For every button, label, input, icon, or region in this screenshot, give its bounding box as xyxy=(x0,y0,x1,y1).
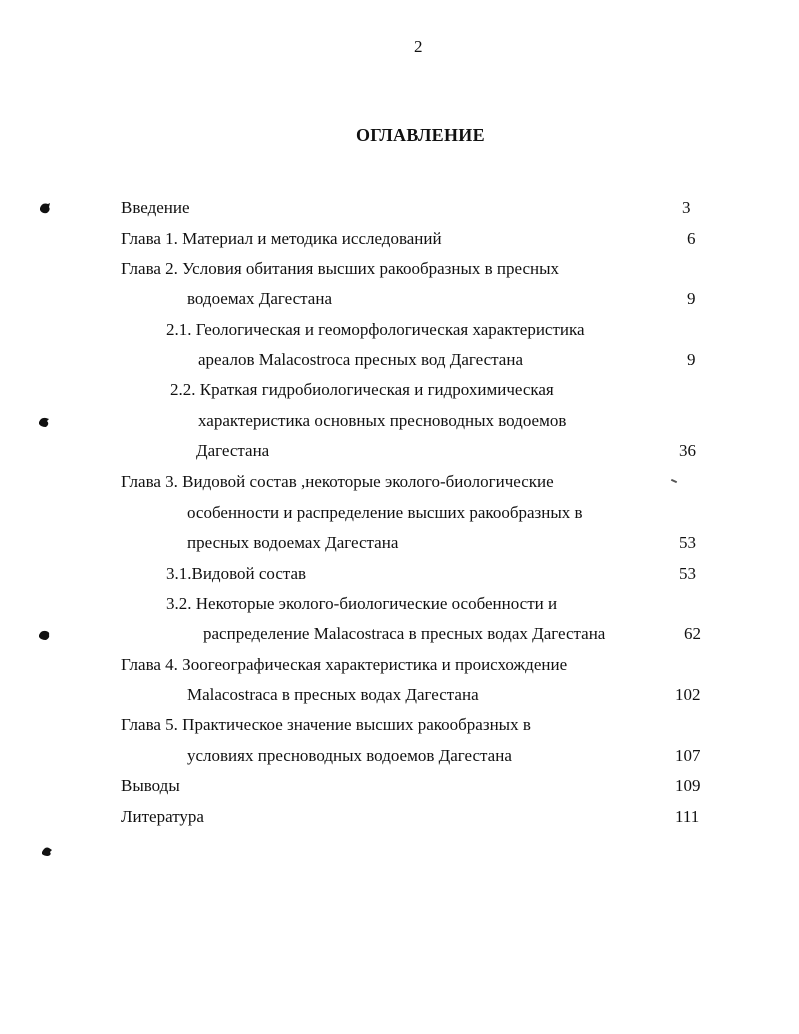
toc-entry-chapter-3[interactable]: Глава 3. Видовой состав ,некоторые эколого-биологические xyxy=(121,472,554,491)
toc-entry-section-3-2-cont[interactable]: распределение Malacostraca в пресных водах Дагестана xyxy=(203,624,606,643)
toc-entry-chapter-5-cont[interactable]: условиях пресноводных водоемов Дагестана xyxy=(187,746,512,765)
page-title: ОГЛАВЛЕНИЕ xyxy=(356,125,485,145)
toc-entry-chapter-3-cont2[interactable]: пресных водоемах Дагестана xyxy=(187,533,399,552)
scan-speck xyxy=(671,479,677,483)
toc-page-section-3-1: 53 xyxy=(679,564,696,583)
toc-entry-section-3-2[interactable]: 3.2. Некоторые эколого-биологические особенности и xyxy=(166,594,558,613)
toc-entry-section-2-2[interactable]: 2.2. Краткая гидробиологическая и гидрохимическая xyxy=(170,380,554,399)
toc-page-section-2-2: 36 xyxy=(679,441,696,460)
binding-hole-icon xyxy=(38,416,52,428)
toc-entry-chapter-5[interactable]: Глава 5. Практическое значение высших ракообразных в xyxy=(121,715,531,734)
toc-entry-section-2-2-cont[interactable]: характеристика основных пресноводных водоемов xyxy=(198,411,567,430)
toc-entry-intro[interactable]: Введение xyxy=(121,198,190,217)
toc-page-chapter-1: 6 xyxy=(687,229,696,248)
toc-entry-chapter-3-cont[interactable]: особенности и распределение высших ракообразных в xyxy=(187,503,583,522)
toc-entry-section-2-1-cont[interactable]: ареалов Malacostroca пресных вод Дагестана xyxy=(198,350,524,369)
toc-page-chapter-4: 102 xyxy=(675,685,701,704)
toc-page-intro: 3 xyxy=(682,198,691,217)
page-number: 2 xyxy=(414,37,423,56)
toc-page-section-3-2: 62 xyxy=(684,624,701,643)
toc-entry-section-2-2-cont2[interactable]: Дагестана xyxy=(196,441,270,460)
toc-entry-section-2-1[interactable]: 2.1. Геологическая и геоморфологическая характеристика xyxy=(166,320,585,339)
toc-entry-chapter-4-cont[interactable]: Malacostraca в пресных водах Дагестана xyxy=(187,685,479,704)
toc-page-chapter-3: 53 xyxy=(679,533,696,552)
toc-entry-conclusions[interactable]: Выводы xyxy=(121,776,180,795)
toc-page-chapter-2: 9 xyxy=(687,289,696,308)
toc-entry-chapter-1[interactable]: Глава 1. Материал и методика исследований xyxy=(121,229,442,248)
binding-hole-icon xyxy=(38,202,52,214)
toc-page-conclusions: 109 xyxy=(675,776,701,795)
toc-entry-literature[interactable]: Литература xyxy=(121,807,204,826)
toc-page-section-2-1: 9 xyxy=(687,350,696,369)
toc-page-literature: 111 xyxy=(675,807,700,826)
binding-hole-icon xyxy=(38,629,52,641)
toc-entry-section-3-1[interactable]: 3.1.Видовой состав xyxy=(166,564,307,583)
toc-entry-chapter-2-cont[interactable]: водоемах Дагестана xyxy=(187,289,332,308)
toc-page-chapter-5: 107 xyxy=(675,746,701,765)
binding-hole-icon xyxy=(40,845,54,857)
toc-entry-chapter-4[interactable]: Глава 4. Зоогеографическая характеристика и происхождение xyxy=(121,655,568,674)
toc-entry-chapter-2[interactable]: Глава 2. Условия обитания высших ракообразных в пресных xyxy=(121,259,560,278)
